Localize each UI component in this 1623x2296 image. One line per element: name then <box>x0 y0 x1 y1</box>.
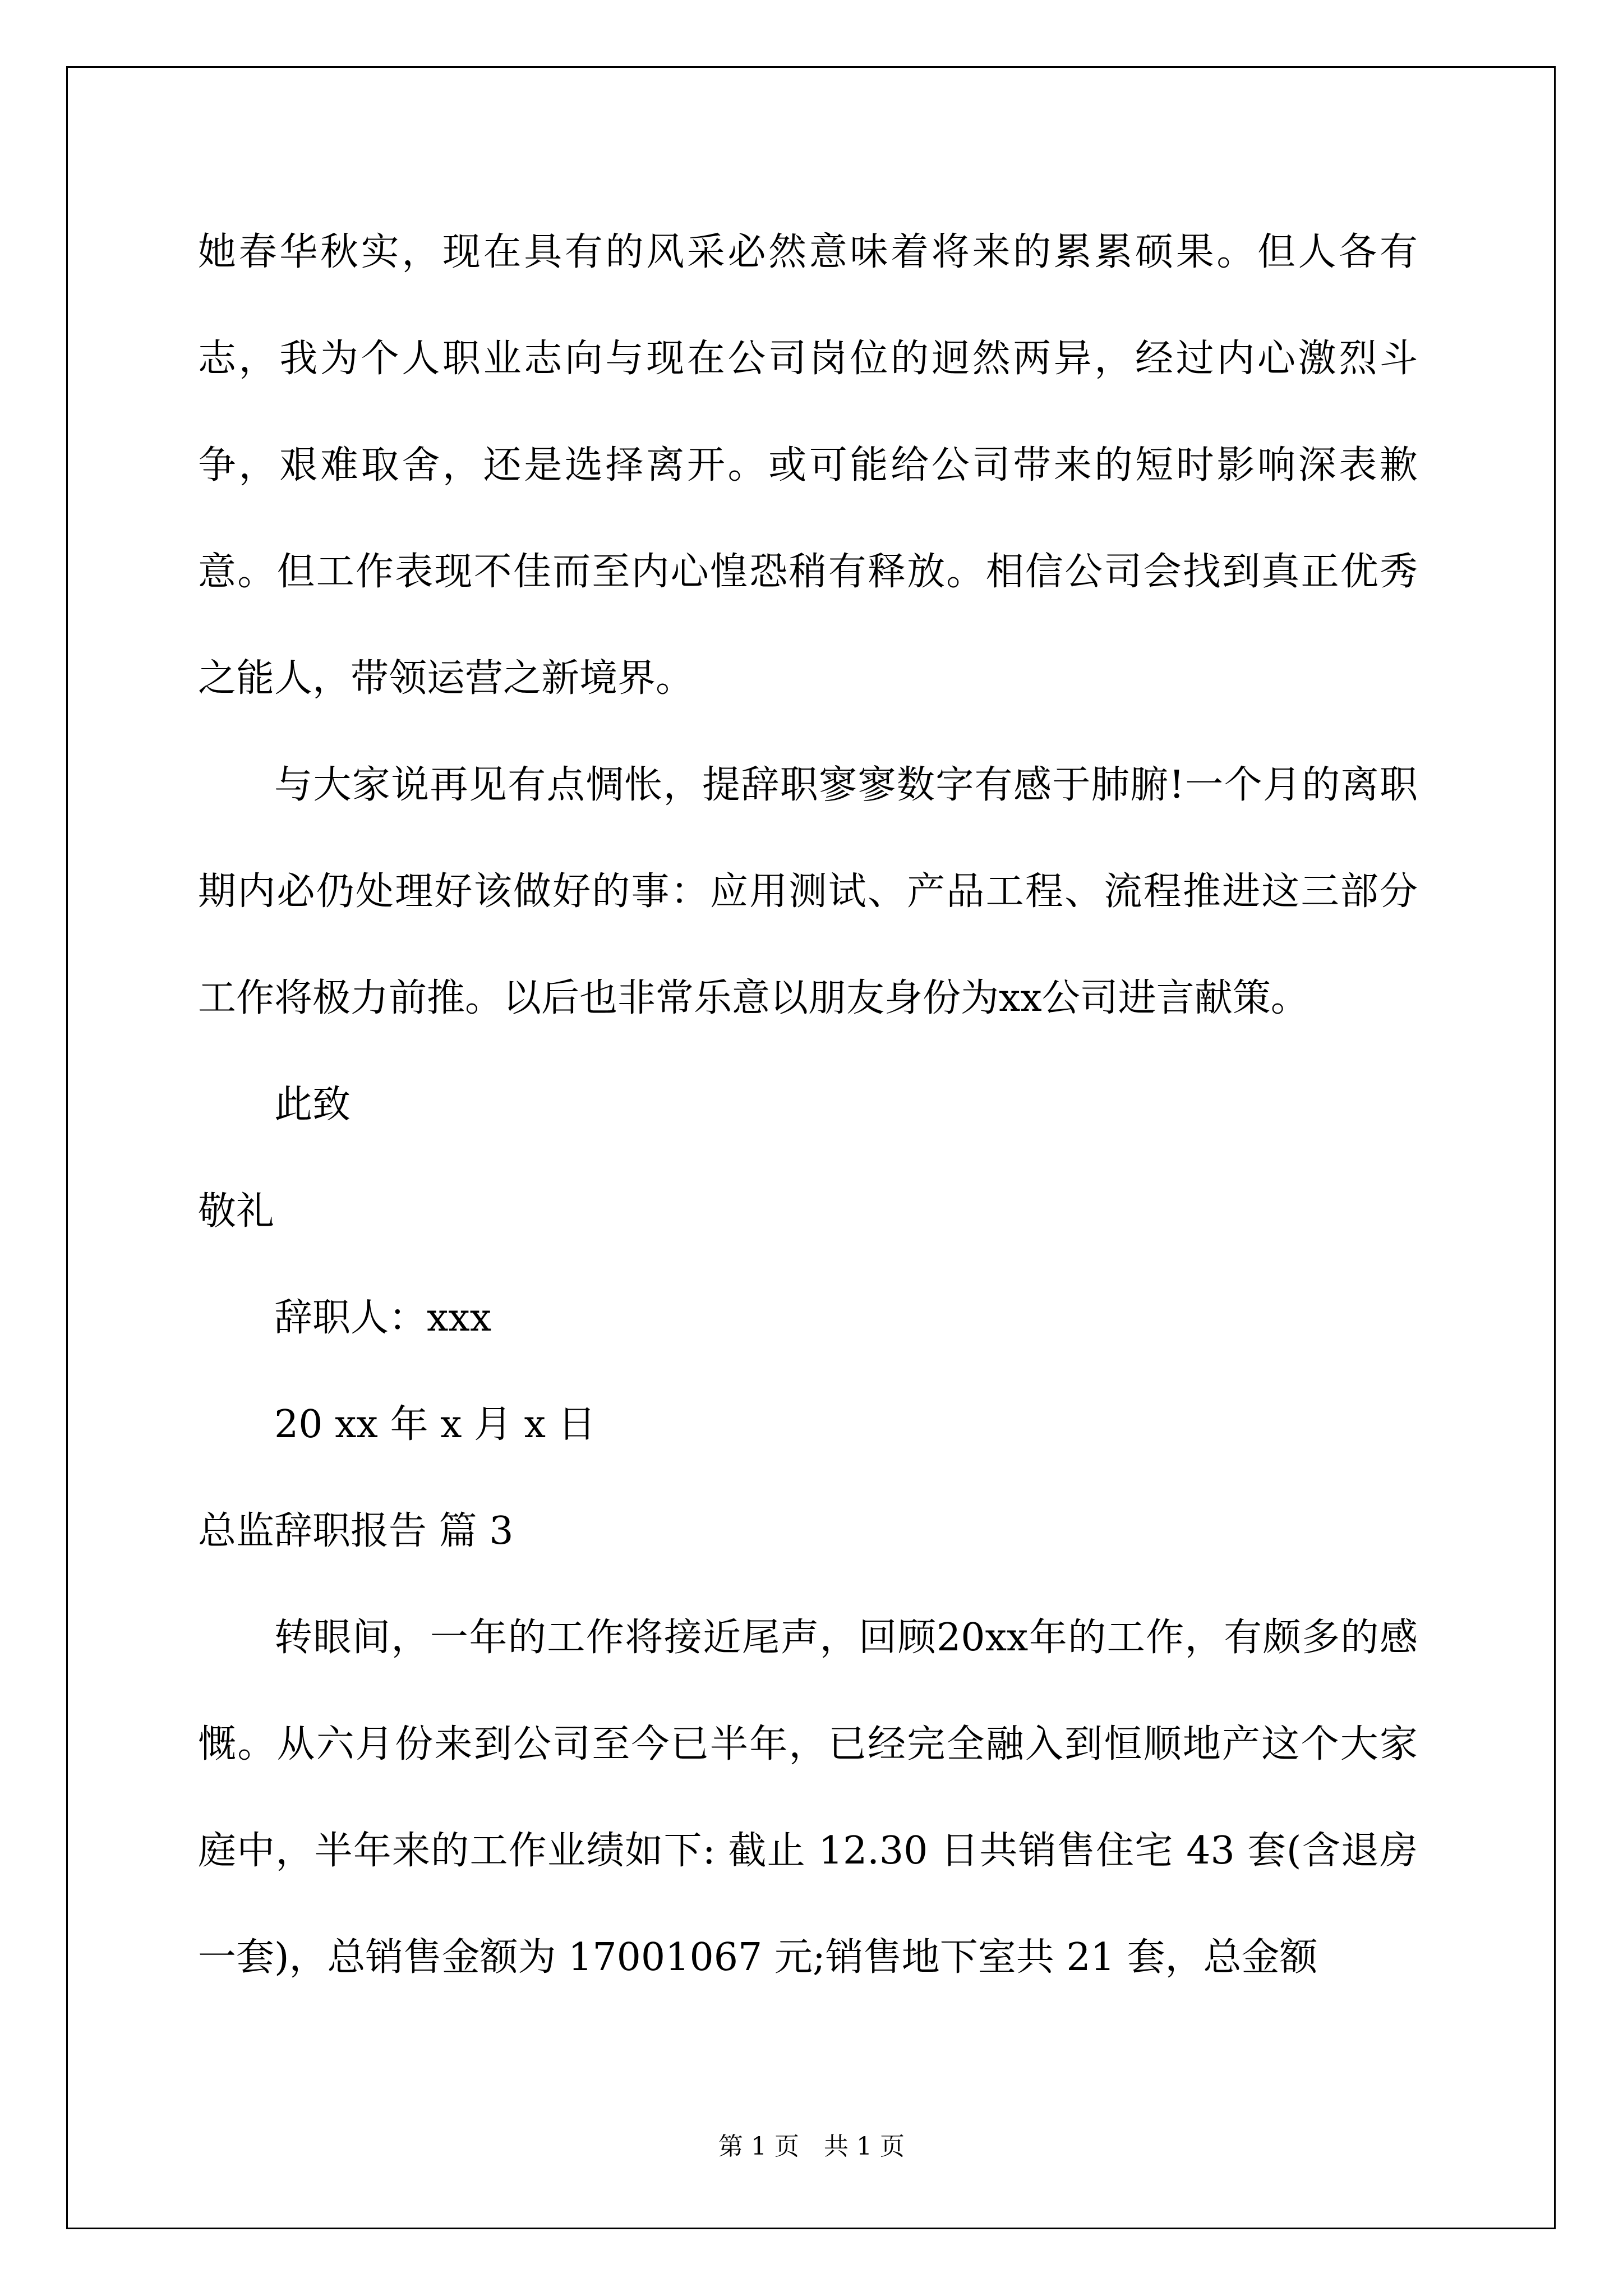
paragraph-3: 转眼间，一年的工作将接近尾声，回顾20xx年的工作，有颇多的感慨。从六月份来到公司至今已半年，已经完全融入到恒顺地产这个大家庭中，半年来的工作业绩如下: 截止 12.30 日共销售住宅 43 套(含退房一套)，总销售金额为 17001067 元;销售地下室共 21 套，总金额 <box>198 1616 1418 1980</box>
salute-line: 敬礼 <box>198 1189 275 1234</box>
paragraph-2: 与大家说再见有点惆怅，提辞职寥寥数字有感于肺腑!一个月的离职期内必仍处理好该做好的事：应用测试、产品工程、流程推进这三部分工作将极力前推。以后也非常乐意以朋友身份为xx公司进言献策。 <box>198 763 1418 1020</box>
section-title: 总监辞职报告 篇 3 <box>198 1509 514 1553</box>
closing-line: 此致 <box>274 1083 351 1127</box>
page-footer: 第 1 页 共 1 页 <box>718 2132 905 2161</box>
paragraph-1: 她春华秋实，现在具有的风采必然意味着将来的累累硕果。但人各有志，我为个人职业志向与现在公司岗位的迥然两异，经过内心激烈斗争，艰难取舍，还是选择离开。或可能给公司带来的短时影响深表歉意。但工作表现不佳而至内心惶恐稍有释放。相信公司会找到真正优秀之能人，带领运营之新境界。 <box>198 230 1418 701</box>
signer-line: 辞职人：xxx <box>274 1296 492 1340</box>
date-line: 20 xx 年 x 月 x 日 <box>274 1402 596 1447</box>
document-body <box>198 199 1418 2011</box>
